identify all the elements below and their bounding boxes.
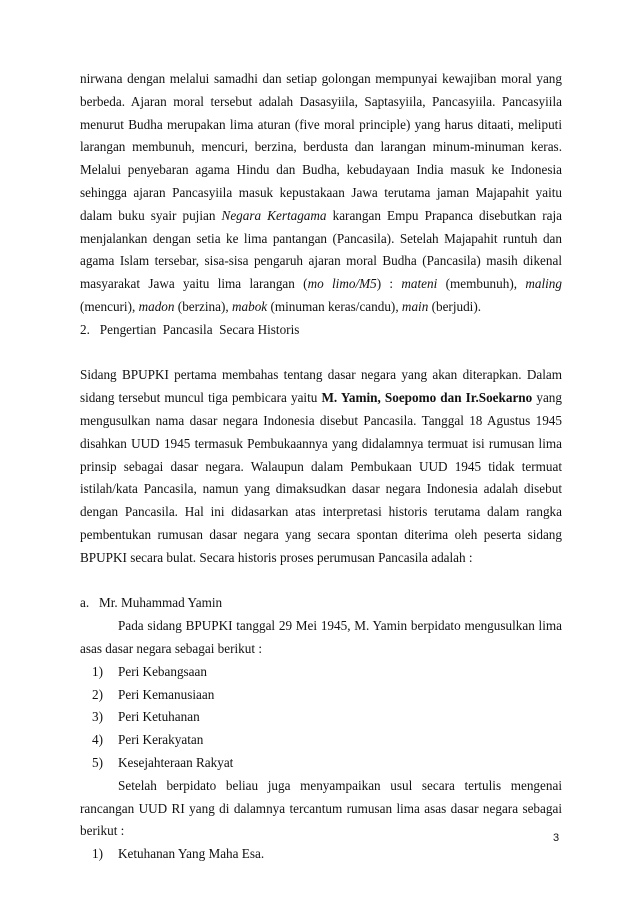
italic-term: madon xyxy=(138,298,175,314)
text-run: karangan Empu Prapanca disebutkan raja menjalankan dengan setia ke lima pantangan (Pancasila). Setelah Majapahit runtuh dan agama Islam tersebar, sisa-sisa pengaruh ajaran moral Budha (Pancasila) masih dikenal masyarakat Jawa yaitu lima larangan ( xyxy=(80,207,562,292)
list-item xyxy=(92,752,562,775)
paragraph-yamin-speech: Pada sidang BPUPKI tanggal 29 Mei 1945, M. Yamin berpidato mengusulkan lima asas dasar negara sebagai berikut : xyxy=(80,618,562,656)
list-number: 4) xyxy=(92,732,103,748)
italic-term: main xyxy=(401,298,429,314)
italic-term: mo limo/M5 xyxy=(307,276,377,292)
written-proposal-list xyxy=(80,843,562,866)
text-run: (membunuh), xyxy=(437,276,526,292)
paragraph-yamin-written-proposal: Setelah berpidato beliau juga menyampaikan usul secara tertulis mengenai rancangan UUD RI yang di dalamnya tercantum rumusan lima asas dasar negara sebagai berikut : xyxy=(80,777,562,839)
list-item xyxy=(92,843,562,866)
paragraph-budha-pancasyiila xyxy=(80,68,562,319)
text-run: Sidang BPUPKI pertama membahas tentang dasar negara yang akan diterapkan. Dalam sidang tersebut muncul tiga pembicara yaitu xyxy=(80,367,562,406)
list-number: 2) xyxy=(92,686,103,702)
paragraph-sidang-bpupki xyxy=(80,364,562,569)
list-text: Peri Kebangsaan xyxy=(118,663,207,679)
text-run: yang mengusulkan nama dasar negara Indonesia disebut Pancasila. Tanggal 18 Agustus 1945 disahkan UUD 1945 termasuk Pembukaannya yang didalamnya termuat isi rumusan lima prinsip sebagai dasar negara. Walaupun dalam Pembukaan UUD 1945 tidak termuat istilah/kata Pancasila, namun yang dimaksudkan dasar negara Indonesia adalah disebut dengan Pancasila. Hal ini didasarkan atas interpretasi historis terutama dalam rangka pembentukan rumusan dasar negara yang secara spontan diterima oleh peserta sidang BPUPKI secara bulat. Secara historis proses perumusan Pancasila adalah : xyxy=(80,390,562,565)
text-run: (berjudi). xyxy=(428,298,482,314)
spacer xyxy=(80,342,562,365)
text-run: nirwana dengan melalui samadhi dan setiap golongan mempunyai kewajiban moral yang berbeda. Ajaran moral tersebut adalah Dasasyiila, Saptasyiila, Pancasyiila. Pancasyiila menurut Budha merupakan lima aturan (five moral principle) yang harus ditaati, meliputi larangan membunuh, mencuri, berzina, berdusta dan larangan minum-minuman keras. Melalui penyebaran agama Hindu dan Budha, kebudayaan India masuk ke Indonesia sehingga ajaran Pancasyiila masuk kepustakaan Jawa terutama jaman Majapahit yaitu dalam buku syair pujian xyxy=(80,71,562,223)
list-text: Peri Ketuhanan xyxy=(118,709,200,725)
list-text: Peri Kemanusiaan xyxy=(118,686,215,702)
subsection-heading-a: a. Mr. Muhammad Yamin xyxy=(80,595,223,611)
text-run: (mencuri), xyxy=(80,298,139,314)
yamin-five-principles-list xyxy=(80,661,562,775)
text-run: ) : xyxy=(376,276,402,292)
list-item xyxy=(92,661,562,684)
document-page xyxy=(80,68,562,866)
bold-names: M. Yamin, Soepomo dan Ir.Soekarno xyxy=(321,390,533,406)
italic-term: maling xyxy=(525,276,562,292)
text-run: (berzina), xyxy=(174,298,232,314)
italic-term: Negara Kertagama xyxy=(221,207,327,223)
list-number: 5) xyxy=(92,754,103,770)
italic-term: mabok xyxy=(231,298,268,314)
list-item xyxy=(92,729,562,752)
list-number: 1) xyxy=(92,846,103,862)
section-heading-2: 2. Pengertian Pancasila Secara Historis xyxy=(80,321,300,337)
list-number: 3) xyxy=(92,709,103,725)
list-item xyxy=(92,706,562,729)
list-text: Ketuhanan Yang Maha Esa. xyxy=(118,846,265,862)
list-text: Peri Kerakyatan xyxy=(118,732,204,748)
list-item xyxy=(92,684,562,707)
italic-term: mateni xyxy=(401,276,438,292)
spacer xyxy=(80,570,562,593)
text-run: (minuman keras/candu), xyxy=(267,298,402,314)
list-text: Kesejahteraan Rakyat xyxy=(118,754,234,770)
page-number: 3 xyxy=(553,832,560,844)
list-number: 1) xyxy=(92,663,103,679)
